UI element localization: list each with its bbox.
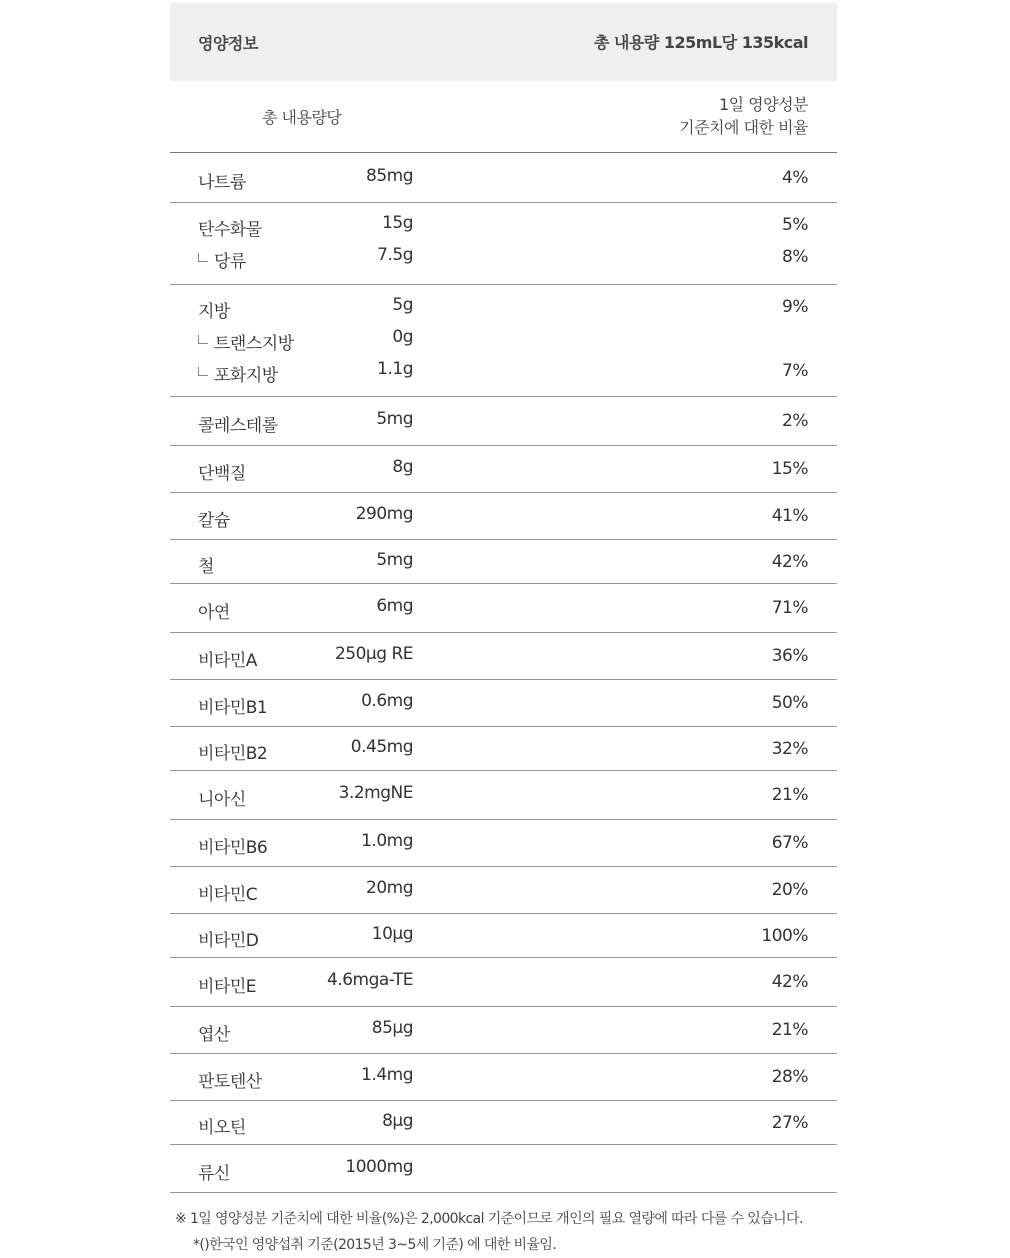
table-row xyxy=(170,958,837,1007)
nutrient-line xyxy=(170,500,837,532)
daily-value-percent: 15% xyxy=(771,459,808,479)
nutrient-line xyxy=(170,162,837,194)
nutrient-amount: 1000mg xyxy=(345,1157,413,1177)
table-row xyxy=(170,153,837,203)
amount-column-label: 총 내용량당 xyxy=(262,108,342,127)
nutrient-name xyxy=(198,1067,262,1092)
nutrient-line xyxy=(170,920,837,952)
nutrient-name xyxy=(198,880,257,905)
daily-value-percent: 8% xyxy=(782,247,808,267)
nutrient-name xyxy=(198,693,267,718)
sub-nutrient-line xyxy=(170,355,837,387)
nutrient-name xyxy=(198,411,278,436)
table-title: 영양정보 xyxy=(198,34,258,53)
footnote-2: *()한국인 영양섭취 기준(2015년 3~5세 기준) 에 대한 비율임. xyxy=(193,1237,557,1253)
daily-value-percent: 21% xyxy=(771,1020,808,1040)
nutrient-line xyxy=(170,827,837,859)
table-row xyxy=(170,771,837,820)
sub-item-marker-icon xyxy=(198,367,208,376)
nutrient-name xyxy=(198,215,262,240)
daily-value-percent: 71% xyxy=(771,598,808,618)
nutrient-name-text: 비타민A xyxy=(198,651,257,671)
table-row xyxy=(170,540,837,584)
nutrient-name xyxy=(198,972,256,997)
nutrition-table xyxy=(170,3,837,1193)
daily-value-percent: 100% xyxy=(761,926,808,946)
nutrient-name-text: 류신 xyxy=(198,1164,230,1184)
daily-value-percent: 5% xyxy=(782,215,808,235)
table-header xyxy=(170,3,837,81)
table-row xyxy=(170,1007,837,1054)
nutrient-name-text: 포화지방 xyxy=(214,366,278,386)
nutrient-name-text: 엽산 xyxy=(198,1025,230,1045)
daily-value-percent: 9% xyxy=(782,297,808,317)
sub-item-marker-icon xyxy=(198,335,208,344)
nutrient-amount: 0g xyxy=(392,327,413,347)
nutrient-name xyxy=(198,598,230,623)
percent-column-label-line1: 1일 영양성분 xyxy=(718,95,808,114)
nutrient-amount: 15g xyxy=(382,213,413,233)
daily-value-percent: 20% xyxy=(771,880,808,900)
percent-column-label-line2: 기준치에 대한 비율 xyxy=(679,118,808,137)
nutrient-name-text: 비타민E xyxy=(198,977,257,997)
nutrient-amount: 20mg xyxy=(366,878,413,898)
nutrient-line xyxy=(170,291,837,323)
daily-value-percent: 42% xyxy=(771,552,808,572)
daily-value-percent: 4% xyxy=(782,168,808,188)
table-row xyxy=(170,820,837,867)
daily-value-percent: 50% xyxy=(771,693,808,713)
nutrient-amount: 8g xyxy=(392,457,413,477)
daily-value-percent: 2% xyxy=(782,411,808,431)
nutrient-name xyxy=(198,926,258,951)
table-row xyxy=(170,680,837,727)
nutrient-name-text: 지방 xyxy=(198,302,230,322)
daily-value-percent: 32% xyxy=(771,739,808,759)
nutrient-name-text: 아연 xyxy=(198,603,230,623)
nutrient-name xyxy=(198,1159,230,1184)
daily-value-percent: 67% xyxy=(771,833,808,853)
nutrient-amount: 1.0mg xyxy=(361,831,413,851)
nutrient-name-text: 트랜스지방 xyxy=(214,334,294,354)
table-row xyxy=(170,914,837,958)
table-row xyxy=(170,1101,837,1145)
nutrient-name-text: 비타민B6 xyxy=(198,838,268,858)
nutrient-amount: 290mg xyxy=(355,504,413,524)
nutrient-name-text: 비타민C xyxy=(198,885,258,905)
nutrient-line xyxy=(170,733,837,765)
footnote-1: ※ 1일 영양성분 기준치에 대한 비율(%)은 2,000kcal 기준이므로 개인의 필요 열량에 따라 다를 수 있습니다. xyxy=(175,1211,803,1227)
daily-value-percent: 42% xyxy=(771,972,808,992)
nutrient-amount: 7.5g xyxy=(377,245,413,265)
nutrient-line xyxy=(170,1107,837,1139)
nutrient-name xyxy=(198,739,267,764)
nutrient-name-text: 칼슘 xyxy=(198,511,230,531)
table-row xyxy=(170,1145,837,1193)
nutrient-line xyxy=(170,687,837,719)
nutrient-name xyxy=(198,1020,230,1045)
nutrient-amount: 4.6mga-TE xyxy=(326,970,413,990)
percent-column-label xyxy=(679,93,808,139)
nutrient-name xyxy=(198,247,246,272)
nutrient-line xyxy=(170,209,837,241)
nutrient-amount: 0.6mg xyxy=(361,691,413,711)
nutrient-name-text: 단백질 xyxy=(198,464,246,484)
nutrient-name-text: 비타민D xyxy=(198,931,259,951)
nutrient-line xyxy=(170,1061,837,1093)
nutrient-name xyxy=(198,297,230,322)
table-row xyxy=(170,397,837,446)
nutrient-name-text: 탄수화물 xyxy=(198,220,262,240)
table-row xyxy=(170,285,837,397)
nutrient-amount: 3.2mgNE xyxy=(338,783,413,803)
nutrient-name-text: 비타민B2 xyxy=(198,744,268,764)
nutrient-line xyxy=(170,1153,837,1185)
nutrient-amount: 6mg xyxy=(376,596,413,616)
nutrient-name xyxy=(198,833,267,858)
nutrient-amount: 5mg xyxy=(376,550,413,570)
nutrient-amount: 10μg xyxy=(371,924,413,944)
nutrient-line xyxy=(170,640,837,672)
nutrient-name xyxy=(198,168,246,193)
table-row xyxy=(170,203,837,285)
nutrient-amount: 250μg RE xyxy=(334,644,413,664)
nutrient-line xyxy=(170,405,837,437)
nutrient-amount: 8μg xyxy=(382,1111,413,1131)
nutrient-name-text: 콜레스테롤 xyxy=(198,416,278,436)
nutrient-name xyxy=(198,1113,246,1138)
daily-value-percent: 41% xyxy=(771,506,808,526)
nutrient-line xyxy=(170,779,837,811)
nutrient-line xyxy=(170,966,837,998)
sub-nutrient-line xyxy=(170,241,837,273)
nutrient-line xyxy=(170,874,837,906)
serving-info: 총 내용량 125mL당 135kcal xyxy=(593,33,808,52)
nutrient-name-text: 판토텐산 xyxy=(198,1072,262,1092)
nutrient-line xyxy=(170,1014,837,1046)
nutrient-name xyxy=(198,646,257,671)
sub-item-marker-icon xyxy=(198,253,208,262)
nutrient-line xyxy=(170,592,837,624)
nutrient-name xyxy=(198,785,246,810)
nutrient-line xyxy=(170,546,837,578)
daily-value-percent: 21% xyxy=(771,785,808,805)
nutrient-name-text: 철 xyxy=(198,557,214,577)
nutrient-name xyxy=(198,361,278,386)
column-header xyxy=(170,81,837,153)
nutrient-amount: 5mg xyxy=(376,409,413,429)
nutrient-amount: 85μg xyxy=(371,1018,413,1038)
nutrient-name-text: 당류 xyxy=(214,252,246,272)
daily-value-percent: 36% xyxy=(771,646,808,666)
table-row xyxy=(170,727,837,771)
sub-nutrient-line xyxy=(170,323,837,355)
nutrient-name-text: 나트륨 xyxy=(198,173,246,193)
table-row xyxy=(170,446,837,493)
daily-value-percent: 7% xyxy=(782,361,808,381)
nutrient-name xyxy=(198,459,246,484)
nutrient-name xyxy=(198,329,294,354)
table-row xyxy=(170,1054,837,1101)
table-row xyxy=(170,584,837,633)
nutrient-name-text: 니아신 xyxy=(198,790,246,810)
nutrient-amount: 1.1g xyxy=(377,359,413,379)
nutrient-amount: 0.45mg xyxy=(350,737,413,757)
nutrient-name-text: 비오틴 xyxy=(198,1118,246,1138)
table-row xyxy=(170,633,837,680)
nutrient-name xyxy=(198,506,230,531)
nutrient-amount: 5g xyxy=(392,295,413,315)
nutrient-amount: 85mg xyxy=(366,166,413,186)
table-body xyxy=(170,153,837,1193)
daily-value-percent: 27% xyxy=(771,1113,808,1133)
nutrient-amount: 1.4mg xyxy=(361,1065,413,1085)
footnotes xyxy=(175,1206,803,1258)
nutrient-line xyxy=(170,453,837,485)
daily-value-percent: 28% xyxy=(771,1067,808,1087)
table-row xyxy=(170,493,837,540)
nutrient-name-text: 비타민B1 xyxy=(198,698,268,718)
table-row xyxy=(170,867,837,914)
nutrient-name xyxy=(198,552,214,577)
